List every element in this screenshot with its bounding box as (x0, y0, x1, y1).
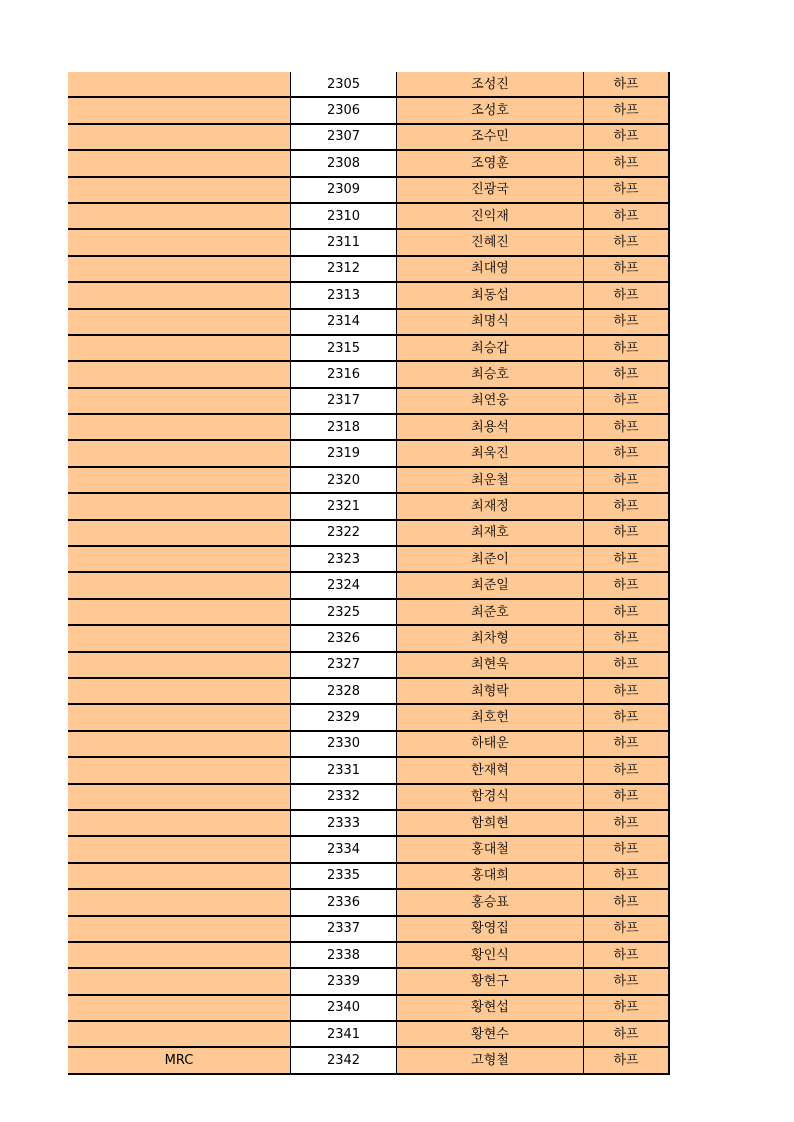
table-row (68, 863, 669, 889)
table-row (68, 731, 669, 757)
name-cell: 홍대철 (397, 836, 584, 862)
group-cell (68, 546, 291, 572)
number-cell: 2327 (291, 652, 397, 678)
name-cell: 조수민 (397, 124, 584, 150)
category-cell: 하프 (584, 440, 670, 466)
group-cell (68, 652, 291, 678)
name-cell: 최준일 (397, 572, 584, 598)
group-cell (68, 863, 291, 889)
category-cell: 하프 (584, 942, 670, 968)
number-cell: 2332 (291, 784, 397, 810)
table-row (68, 704, 669, 730)
name-cell: 황인식 (397, 942, 584, 968)
name-cell: 조영훈 (397, 150, 584, 176)
table-row (68, 467, 669, 493)
category-cell: 하프 (584, 361, 670, 387)
category-cell: 하프 (584, 520, 670, 546)
group-cell (68, 704, 291, 730)
number-cell: 2342 (291, 1047, 397, 1073)
category-cell: 하프 (584, 916, 670, 942)
number-cell: 2330 (291, 731, 397, 757)
group-cell (68, 150, 291, 176)
table-row (68, 810, 669, 836)
table-row (68, 757, 669, 783)
category-cell: 하프 (584, 784, 670, 810)
table-row (68, 414, 669, 440)
name-cell: 최형락 (397, 678, 584, 704)
table-row (68, 1021, 669, 1047)
name-cell: 하태운 (397, 731, 584, 757)
category-cell: 하프 (584, 203, 670, 229)
table-row (68, 916, 669, 942)
category-cell: 하프 (584, 836, 670, 862)
category-cell: 하프 (584, 678, 670, 704)
table-row (68, 177, 669, 203)
category-cell: 하프 (584, 124, 670, 150)
name-cell: 최대영 (397, 256, 584, 282)
number-cell: 2307 (291, 124, 397, 150)
number-cell: 2339 (291, 968, 397, 994)
number-cell: 2325 (291, 599, 397, 625)
name-cell: 최명식 (397, 309, 584, 335)
category-cell: 하프 (584, 889, 670, 915)
roster-table (68, 72, 670, 1075)
group-cell (68, 414, 291, 440)
table-row (68, 282, 669, 308)
number-cell: 2305 (291, 72, 397, 97)
number-cell: 2322 (291, 520, 397, 546)
roster-body (68, 72, 669, 1074)
table-row (68, 995, 669, 1021)
category-cell: 하프 (584, 731, 670, 757)
name-cell: 한재혁 (397, 757, 584, 783)
number-cell: 2337 (291, 916, 397, 942)
group-cell (68, 177, 291, 203)
number-cell: 2333 (291, 810, 397, 836)
group-cell (68, 678, 291, 704)
number-cell: 2315 (291, 335, 397, 361)
name-cell: 진혜진 (397, 229, 584, 255)
name-cell: 조성진 (397, 72, 584, 97)
group-cell (68, 916, 291, 942)
table-row (68, 546, 669, 572)
name-cell: 최용석 (397, 414, 584, 440)
group-cell (68, 572, 291, 598)
group-cell (68, 942, 291, 968)
group-cell (68, 203, 291, 229)
number-cell: 2323 (291, 546, 397, 572)
category-cell: 하프 (584, 995, 670, 1021)
name-cell: 최준이 (397, 546, 584, 572)
name-cell: 최동섭 (397, 282, 584, 308)
number-cell: 2334 (291, 836, 397, 862)
group-cell (68, 731, 291, 757)
group-cell (68, 836, 291, 862)
group-cell (68, 493, 291, 519)
table-row (68, 309, 669, 335)
table-row (68, 97, 669, 123)
group-cell: MRC (68, 1047, 291, 1073)
name-cell: 최현욱 (397, 652, 584, 678)
name-cell: 홍대희 (397, 863, 584, 889)
group-cell (68, 810, 291, 836)
category-cell: 하프 (584, 599, 670, 625)
name-cell: 최승호 (397, 361, 584, 387)
name-cell: 홍승표 (397, 889, 584, 915)
category-cell: 하프 (584, 177, 670, 203)
number-cell: 2319 (291, 440, 397, 466)
table-row (68, 652, 669, 678)
group-cell (68, 1021, 291, 1047)
number-cell: 2314 (291, 309, 397, 335)
table-row (68, 229, 669, 255)
name-cell: 황현구 (397, 968, 584, 994)
group-cell (68, 995, 291, 1021)
category-cell: 하프 (584, 150, 670, 176)
group-cell (68, 889, 291, 915)
category-cell: 하프 (584, 1021, 670, 1047)
group-cell (68, 229, 291, 255)
number-cell: 2328 (291, 678, 397, 704)
number-cell: 2309 (291, 177, 397, 203)
number-cell: 2308 (291, 150, 397, 176)
category-cell: 하프 (584, 229, 670, 255)
table-row (68, 942, 669, 968)
name-cell: 최재정 (397, 493, 584, 519)
table-row (68, 625, 669, 651)
table-row (68, 124, 669, 150)
table-row (68, 889, 669, 915)
number-cell: 2311 (291, 229, 397, 255)
name-cell: 진광국 (397, 177, 584, 203)
number-cell: 2318 (291, 414, 397, 440)
category-cell: 하프 (584, 467, 670, 493)
group-cell (68, 72, 291, 97)
number-cell: 2310 (291, 203, 397, 229)
group-cell (68, 968, 291, 994)
category-cell: 하프 (584, 625, 670, 651)
name-cell: 고형철 (397, 1047, 584, 1073)
category-cell: 하프 (584, 97, 670, 123)
group-cell (68, 361, 291, 387)
table-row (68, 203, 669, 229)
group-cell (68, 124, 291, 150)
number-cell: 2312 (291, 256, 397, 282)
name-cell: 황현수 (397, 1021, 584, 1047)
group-cell (68, 757, 291, 783)
category-cell: 하프 (584, 493, 670, 519)
number-cell: 2336 (291, 889, 397, 915)
name-cell: 황현섭 (397, 995, 584, 1021)
group-cell (68, 97, 291, 123)
name-cell: 함희현 (397, 810, 584, 836)
category-cell: 하프 (584, 309, 670, 335)
number-cell: 2329 (291, 704, 397, 730)
category-cell: 하프 (584, 652, 670, 678)
number-cell: 2313 (291, 282, 397, 308)
name-cell: 최운철 (397, 467, 584, 493)
name-cell: 최준호 (397, 599, 584, 625)
number-cell: 2316 (291, 361, 397, 387)
number-cell: 2340 (291, 995, 397, 1021)
table-row (68, 1047, 669, 1073)
category-cell: 하프 (584, 414, 670, 440)
name-cell: 진익재 (397, 203, 584, 229)
group-cell (68, 625, 291, 651)
number-cell: 2331 (291, 757, 397, 783)
name-cell: 최승갑 (397, 335, 584, 361)
table-row (68, 572, 669, 598)
group-cell (68, 335, 291, 361)
group-cell (68, 256, 291, 282)
category-cell: 하프 (584, 572, 670, 598)
table-row (68, 72, 669, 97)
category-cell: 하프 (584, 1047, 670, 1073)
name-cell: 황영집 (397, 916, 584, 942)
number-cell: 2306 (291, 97, 397, 123)
group-cell (68, 599, 291, 625)
group-cell (68, 388, 291, 414)
category-cell: 하프 (584, 968, 670, 994)
number-cell: 2317 (291, 388, 397, 414)
number-cell: 2321 (291, 493, 397, 519)
name-cell: 최호헌 (397, 704, 584, 730)
name-cell: 최연웅 (397, 388, 584, 414)
group-cell (68, 309, 291, 335)
category-cell: 하프 (584, 388, 670, 414)
table-row (68, 335, 669, 361)
category-cell: 하프 (584, 335, 670, 361)
name-cell: 최재호 (397, 520, 584, 546)
category-cell: 하프 (584, 72, 670, 97)
table-row (68, 599, 669, 625)
category-cell: 하프 (584, 546, 670, 572)
number-cell: 2335 (291, 863, 397, 889)
category-cell: 하프 (584, 810, 670, 836)
table-row (68, 493, 669, 519)
group-cell (68, 467, 291, 493)
table-row (68, 440, 669, 466)
table-row (68, 520, 669, 546)
category-cell: 하프 (584, 282, 670, 308)
table-row (68, 968, 669, 994)
number-cell: 2320 (291, 467, 397, 493)
number-cell: 2338 (291, 942, 397, 968)
name-cell: 조성호 (397, 97, 584, 123)
category-cell: 하프 (584, 757, 670, 783)
table-row (68, 678, 669, 704)
number-cell: 2341 (291, 1021, 397, 1047)
category-cell: 하프 (584, 704, 670, 730)
group-cell (68, 282, 291, 308)
table-row (68, 388, 669, 414)
number-cell: 2326 (291, 625, 397, 651)
name-cell: 최욱진 (397, 440, 584, 466)
name-cell: 함경식 (397, 784, 584, 810)
table-row (68, 150, 669, 176)
category-cell: 하프 (584, 256, 670, 282)
table-row (68, 784, 669, 810)
table-row (68, 256, 669, 282)
table-row (68, 836, 669, 862)
group-cell (68, 440, 291, 466)
table-row (68, 361, 669, 387)
name-cell: 최차형 (397, 625, 584, 651)
group-cell (68, 784, 291, 810)
number-cell: 2324 (291, 572, 397, 598)
group-cell (68, 520, 291, 546)
category-cell: 하프 (584, 863, 670, 889)
